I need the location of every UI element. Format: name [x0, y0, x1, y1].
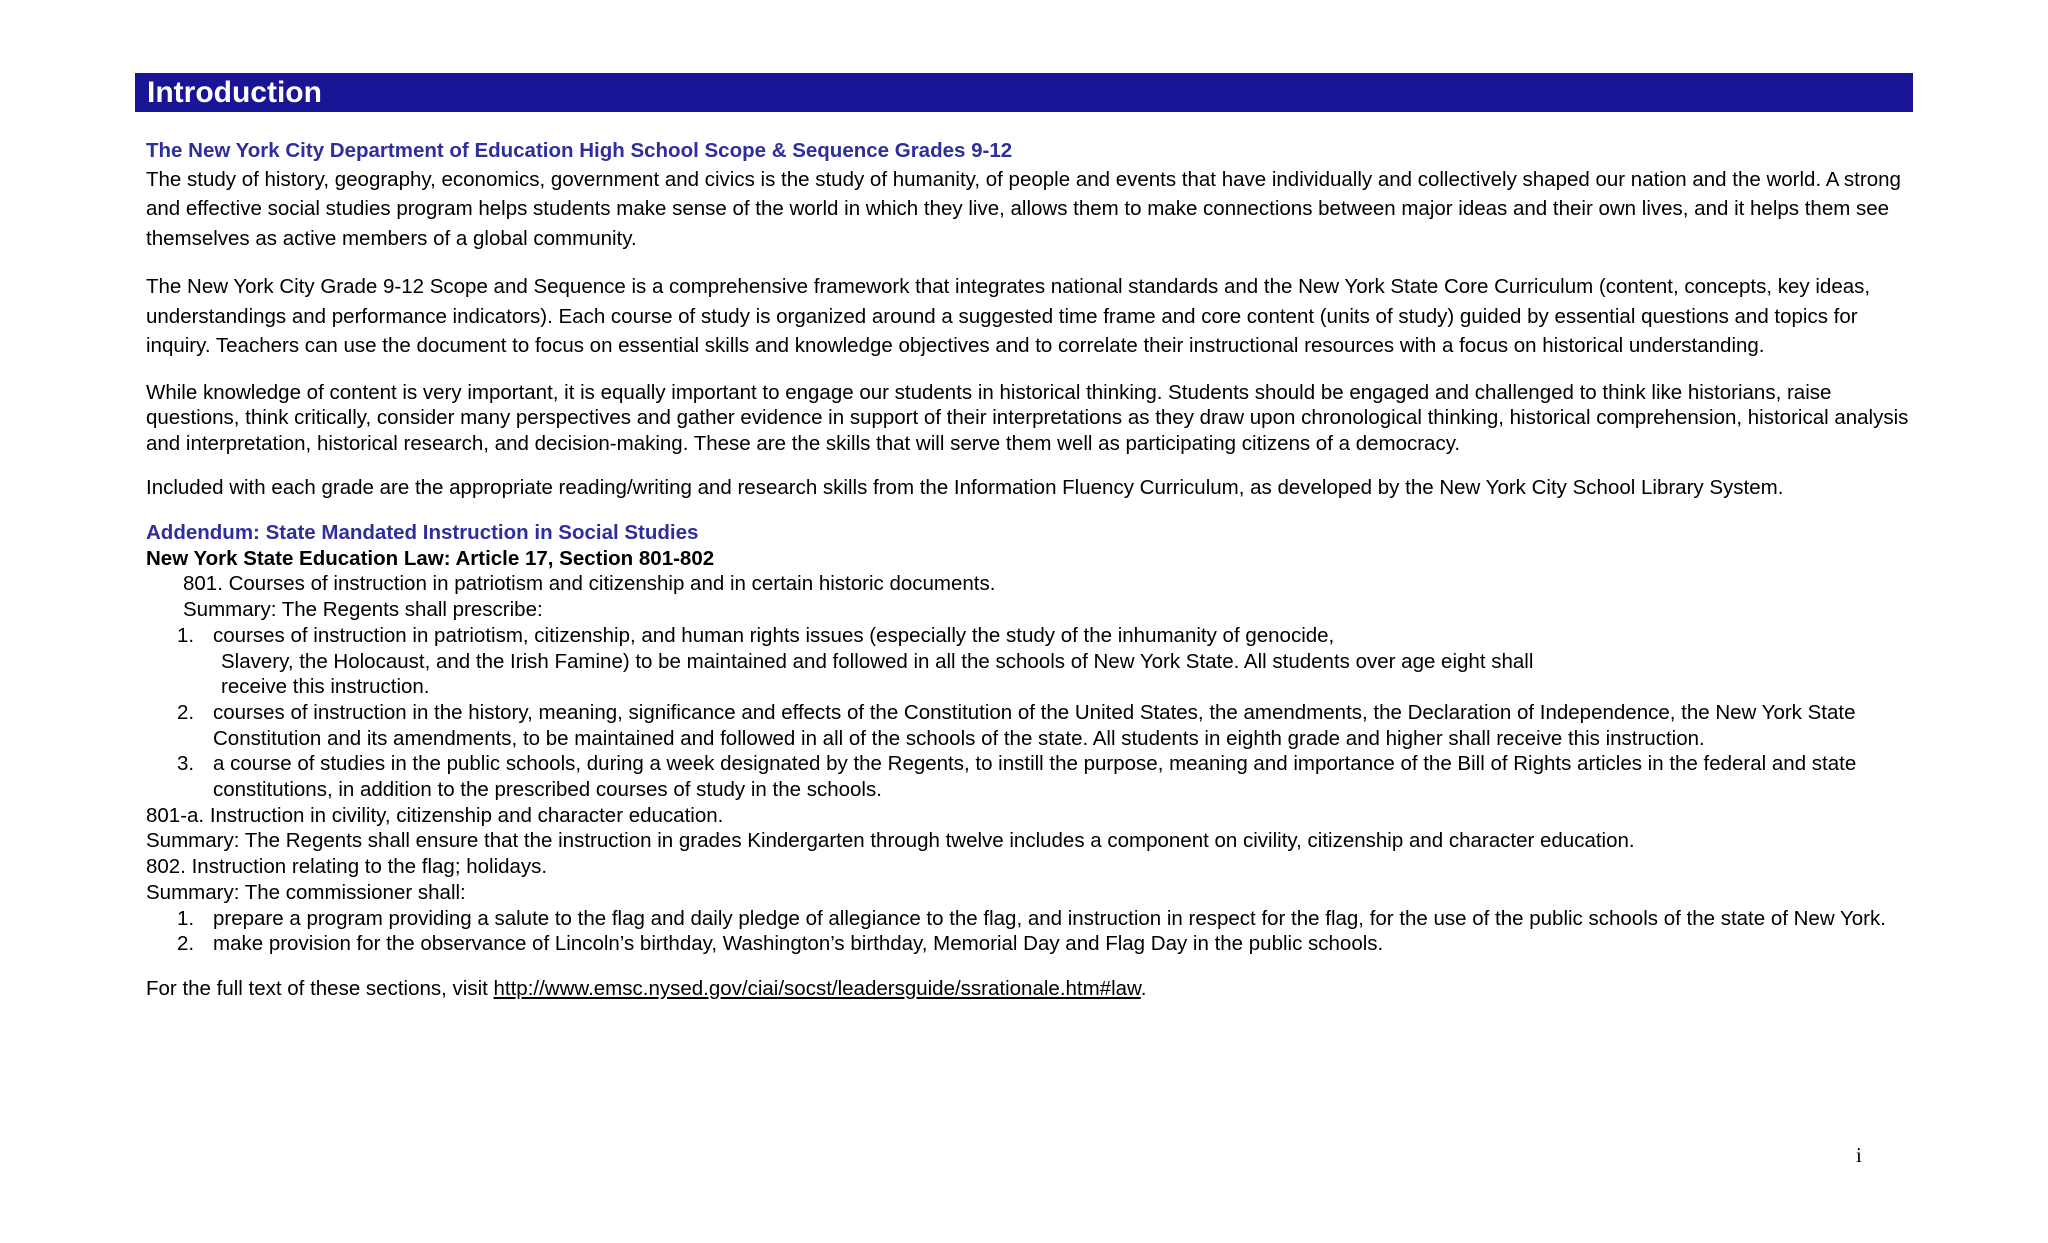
page-number: i	[1856, 1143, 1862, 1167]
law-title: New York State Education Law: Article 17, Section 801-802	[146, 546, 715, 570]
list-number: 2.	[177, 700, 195, 724]
list-item-text: make provision for the observance of Lincoln’s birthday, Washington’s birthday, Memorial Day and Flag Day in the public schools.	[213, 932, 1384, 956]
list-item	[146, 751, 1916, 802]
footer-suffix: .	[1140, 976, 1147, 1000]
list-item-text: prepare a program providing a salute to the flag and daily pledge of allegiance to the flag, and instruction in respect for the flag, for the use of the public schools of the state of New York.	[213, 906, 1886, 930]
section-banner	[135, 73, 1913, 112]
list-item	[146, 623, 1916, 700]
section-802-summary: Summary: The commissioner shall:	[146, 880, 466, 904]
footer-note	[146, 976, 1916, 1002]
document-body	[146, 138, 1916, 1002]
list-number: 2.	[177, 932, 195, 956]
intro-paragraph-3: While knowledge of content is very important, it is equally important to engage our students in historical thinking. Students should be engaged and challenged to think like historians, raise questions, think critically, consider many perspectives and gather evidence in support of their interpretations as they draw upon chronological thinking, historical comprehension, historical analysis and interpretation, historical research, and decision-making. These are the skills that will serve them well as participating citizens of a democracy.	[146, 380, 1909, 455]
addendum-section	[146, 520, 1916, 1002]
intro-paragraph-4: Included with each grade are the appropriate reading/writing and research skills from the Information Fluency Curriculum, as developed by the New York City School Library System.	[146, 476, 1784, 500]
intro-paragraph-1: The study of history, geography, economics, government and civics is the study of humanity, of people and events that have individually and collectively shaped our nation and the world. A strong and effective social studies program helps students make sense of the world in which they live, allows them to make connections between major ideas and their own lives, and it helps them see themselves as active members of a global community.	[146, 167, 1901, 250]
intro-paragraph-2: The New York City Grade 9-12 Scope and Sequence is a comprehensive framework that integrates national standards and the New York State Core Curriculum (content, concepts, key ideas, understandings and performance indicators). Each course of study is organized around a suggested time frame and core content (units of study) guided by essential questions and topics for inquiry. Teachers can use the document to focus on essential skills and knowledge objectives and to correlate their instructional resources with a focus on historical understanding.	[146, 275, 1871, 358]
section-801a-summary: Summary: The Regents shall ensure that the instruction in grades Kindergarten through twelve includes a component on civility, citizenship and character education.	[146, 829, 1635, 853]
list-number: 1.	[177, 623, 195, 647]
full-text-link[interactable]: http://www.emsc.nysed.gov/ciai/socst/leadersguide/ssrationale.htm#law	[493, 976, 1141, 1000]
section-802-title: 802. Instruction relating to the flag; holidays.	[146, 855, 548, 879]
intro-heading: The New York City Department of Education High School Scope & Sequence Grades 9-12	[146, 139, 1013, 162]
addendum-heading: Addendum: State Mandated Instruction in Social Studies	[146, 521, 699, 545]
list-item-text: courses of instruction in the history, meaning, significance and effects of the Constitution of the United States, the amendments, the Declaration of Independence, the New York State Constitution and its amendments, to be maintained and followed in all of the schools of the state. All students in eighth grade and higher shall receive this instruction.	[213, 700, 1856, 750]
list-item-text: receive this instruction.	[221, 675, 430, 699]
list-item-text: courses of instruction in patriotism, citizenship, and human rights issues (especially the study of the inhumanity of genocide,	[213, 623, 1335, 647]
list-number: 3.	[177, 752, 195, 776]
section-801-title: 801. Courses of instruction in patriotism and citizenship and in certain historic documents.	[183, 572, 996, 596]
list-number: 1.	[177, 906, 195, 930]
section-801a-title: 801-a. Instruction in civility, citizenship and character education.	[146, 803, 724, 827]
list-item	[146, 931, 1916, 957]
list-item-text: a course of studies in the public schools, during a week designated by the Regents, to instill the purpose, meaning and importance of the Bill of Rights articles in the federal and state constitutions, in addition to the prescribed courses of study in the schools.	[213, 752, 1857, 802]
section-801-summary: Summary: The Regents shall prescribe:	[183, 598, 543, 622]
section-title: Introduction	[147, 76, 322, 109]
list-item	[146, 700, 1916, 751]
footer-prefix: For the full text of these sections, visit	[146, 976, 494, 1000]
list-item-text: Slavery, the Holocaust, and the Irish Famine) to be maintained and followed in all the schools of New York State. All students over age eight shall	[221, 649, 1534, 673]
list-item	[146, 906, 1916, 932]
